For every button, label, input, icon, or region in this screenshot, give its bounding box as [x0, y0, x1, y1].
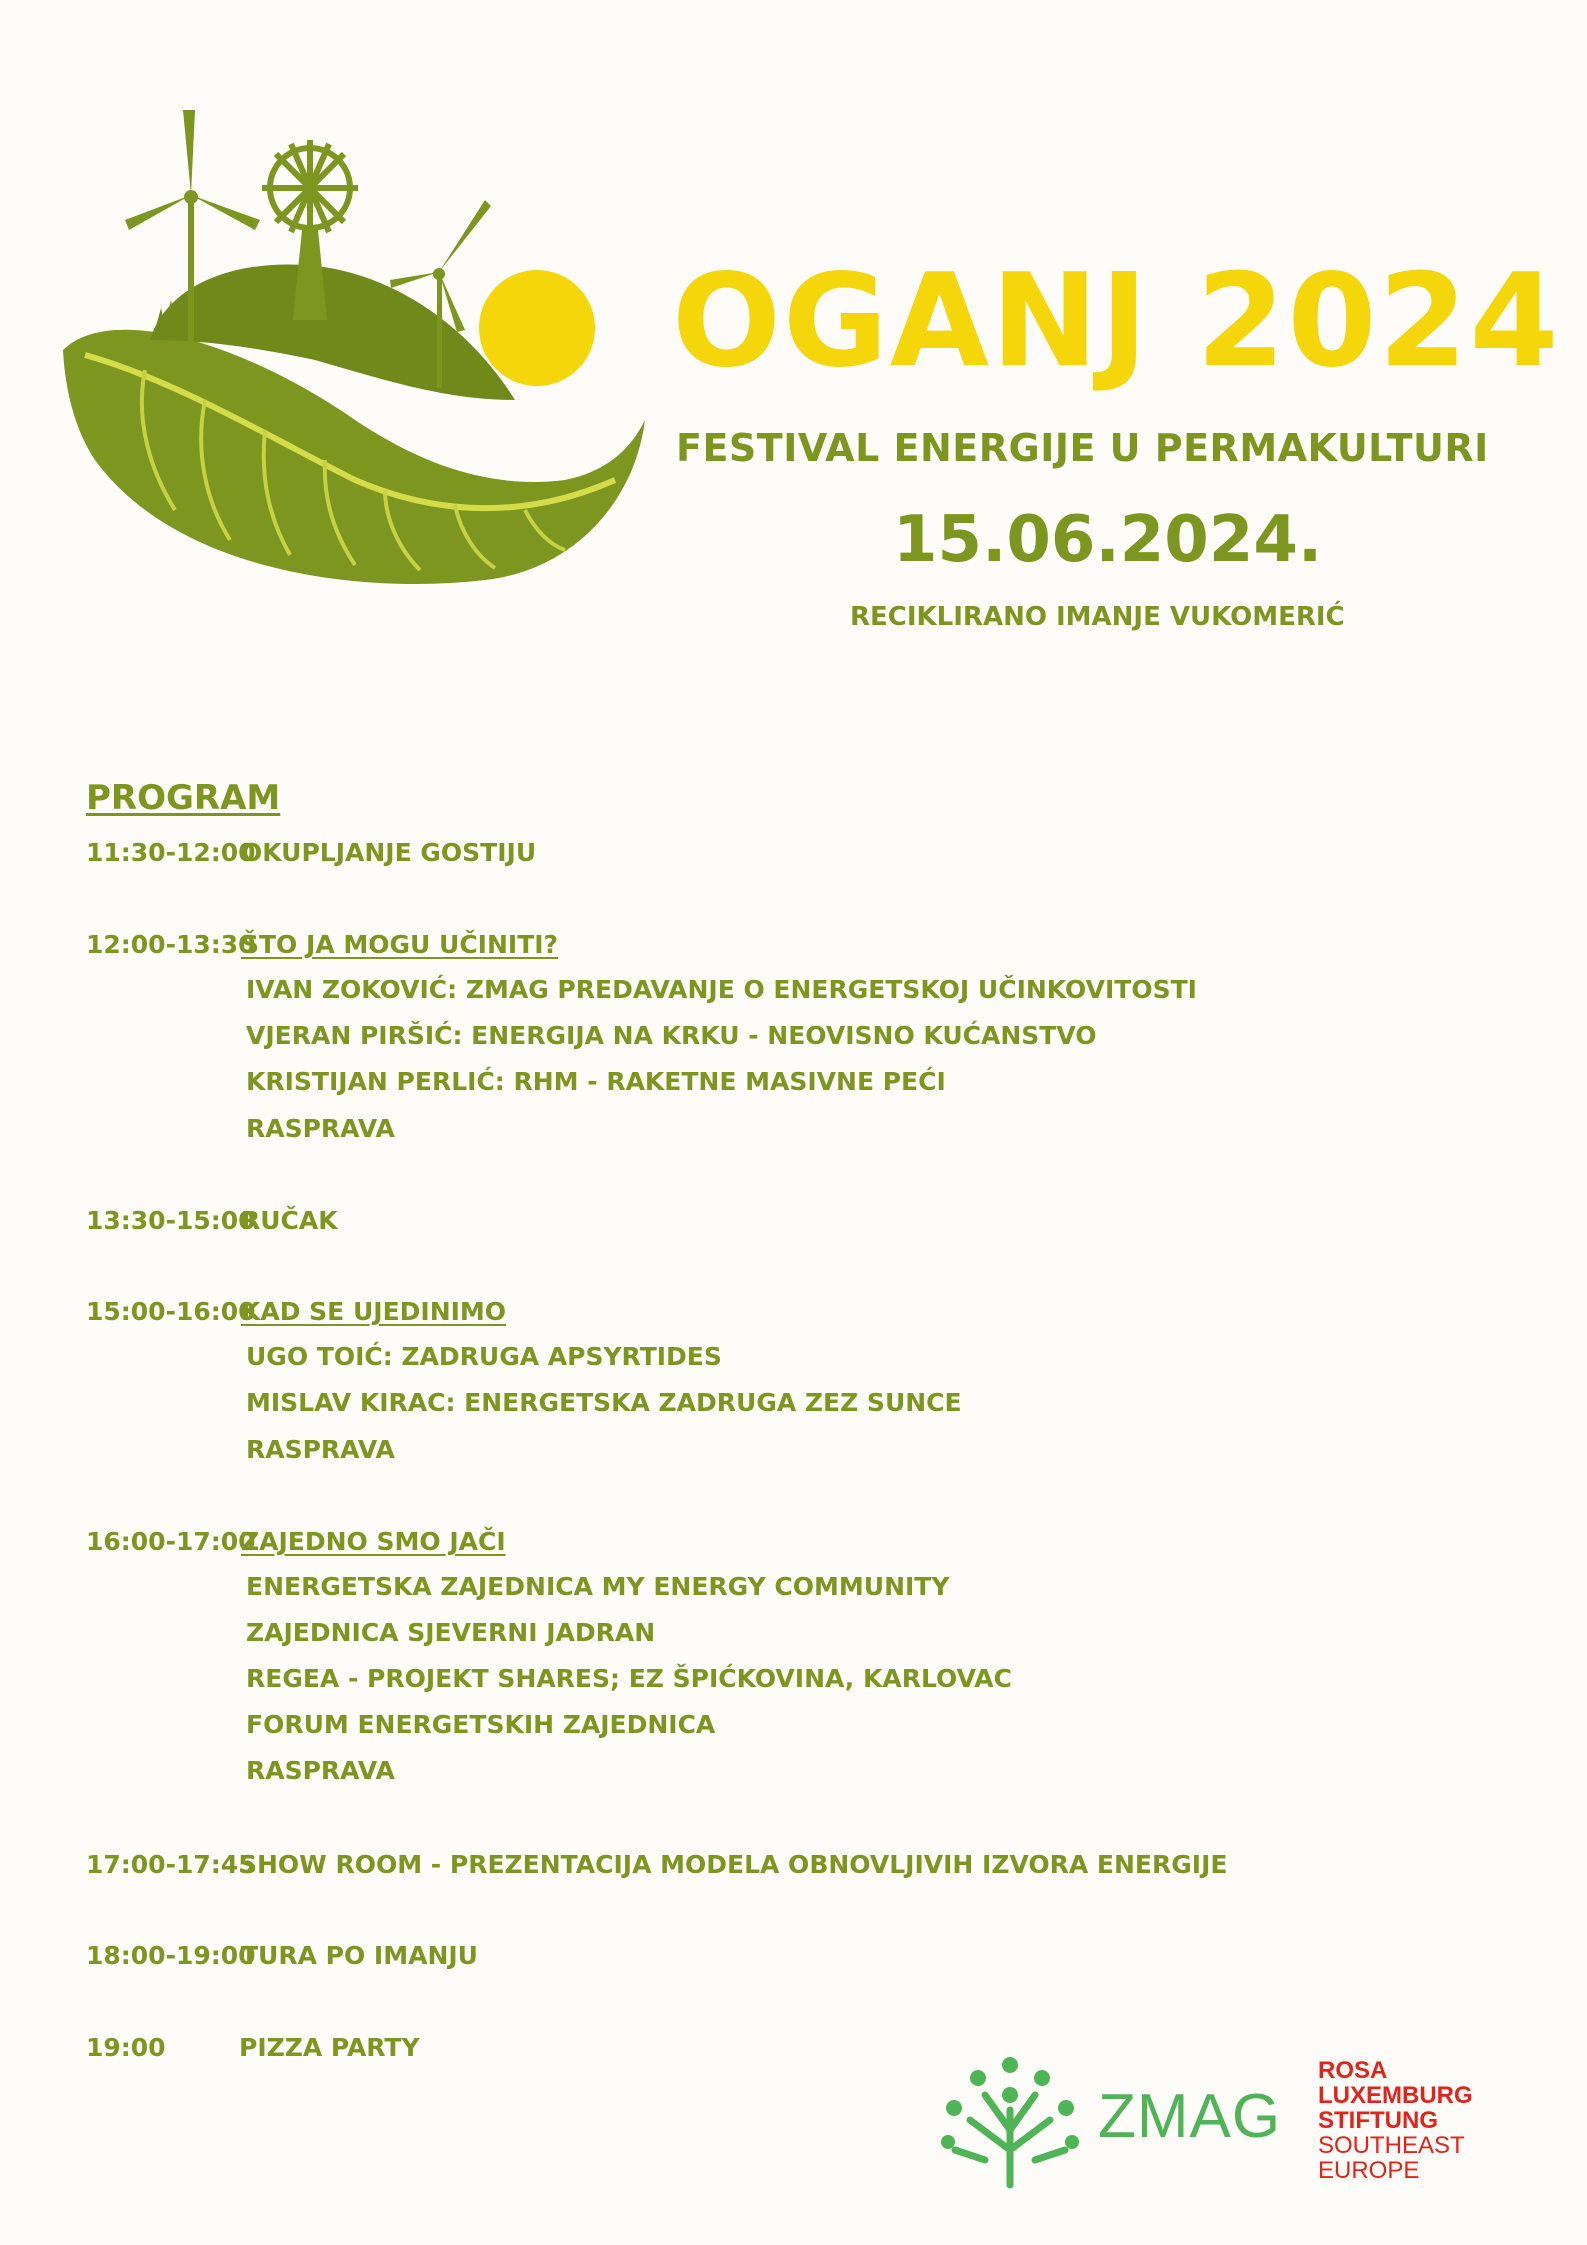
sun-icon	[479, 270, 595, 386]
slot-item: ENERGETSKA ZAJEDNICA MY ENERGY COMMUNITY	[246, 1572, 950, 1601]
zmag-logo-text: ZMAG	[1098, 2082, 1282, 2151]
slot-label: PIZZA PARTY	[239, 2033, 420, 2062]
rosa-line: STIFTUNG	[1318, 2107, 1438, 2134]
slot-item: VJERAN PIRŠIĆ: ENERGIJA NA KRKU - NEOVISNO KUĆANSTVO	[246, 1021, 1097, 1050]
rosa-line: EUROPE	[1318, 2157, 1420, 2184]
slot-item: MISLAV KIRAC: ENERGETSKA ZADRUGA ZEZ SUNCE	[246, 1388, 962, 1417]
slot-item: KRISTIJAN PERLIĆ: RHM - RAKETNE MASIVNE PEĆI	[246, 1067, 946, 1096]
slot-item: RASPRAVA	[246, 1114, 395, 1143]
festival-logo	[55, 100, 655, 620]
slot-time: 13:30-15:00	[86, 1206, 256, 1235]
slot-time: 15:00-16:00	[86, 1297, 256, 1326]
rosa-line: LUXEMBURG	[1318, 2082, 1473, 2109]
slot-label: ŠTO JA MOGU UČINITI?	[241, 930, 559, 959]
program-heading: PROGRAM	[86, 778, 281, 818]
slot-time: 18:00-19:00	[86, 1941, 256, 1970]
slot-label: TURA PO IMANJU	[241, 1941, 478, 1970]
slot-time: 19:00	[86, 2033, 166, 2062]
rosa-line: ROSA	[1318, 2057, 1388, 2084]
rosa-line: SOUTHEAST	[1318, 2132, 1465, 2159]
slot-label: RUČAK	[241, 1206, 338, 1235]
slot-item: RASPRAVA	[246, 1756, 395, 1785]
slot-label: OKUPLJANJE GOSTIJU	[241, 838, 537, 867]
rosa-luxemburg-logo	[1318, 2058, 1558, 2183]
zmag-tree-icon	[940, 2050, 1080, 2190]
event-date: 15.06.2024.	[893, 503, 1323, 577]
event-subtitle: FESTIVAL ENERGIJE U PERMAKULTURI	[676, 426, 1489, 470]
event-title: OGANJ 2024	[672, 247, 1561, 396]
slot-item: RASPRAVA	[246, 1435, 395, 1464]
slot-time: 16:00-17:00	[86, 1527, 256, 1556]
slot-time: 17:00-17:45	[86, 1850, 256, 1879]
slot-item: IVAN ZOKOVIĆ: ZMAG PREDAVANJE O ENERGETSKOJ UČINKOVITOSTI	[246, 975, 1197, 1004]
slot-label: KAD SE UJEDINIMO	[241, 1297, 507, 1326]
slot-item: ZAJEDNICA SJEVERNI JADRAN	[246, 1618, 656, 1647]
slot-time: 12:00-13:30	[86, 930, 256, 959]
event-venue: RECIKLIRANO IMANJE VUKOMERIĆ	[850, 602, 1345, 632]
sponsor-footer	[940, 2030, 1560, 2200]
slot-time: 11:30-12:00	[86, 838, 256, 867]
slot-item: UGO TOIĆ: ZADRUGA APSYRTIDES	[246, 1342, 722, 1371]
slot-item: FORUM ENERGETSKIH ZAJEDNICA	[246, 1710, 716, 1739]
slot-label: SHOW ROOM - PREZENTACIJA MODELA OBNOVLJIVIH IZVORA ENERGIJE	[239, 1850, 1228, 1879]
slot-label: ZAJEDNO SMO JAČI	[241, 1527, 506, 1556]
slot-item: REGEA - PROJEKT SHARES; EZ ŠPIĆKOVINA, KARLOVAC	[246, 1664, 1012, 1693]
